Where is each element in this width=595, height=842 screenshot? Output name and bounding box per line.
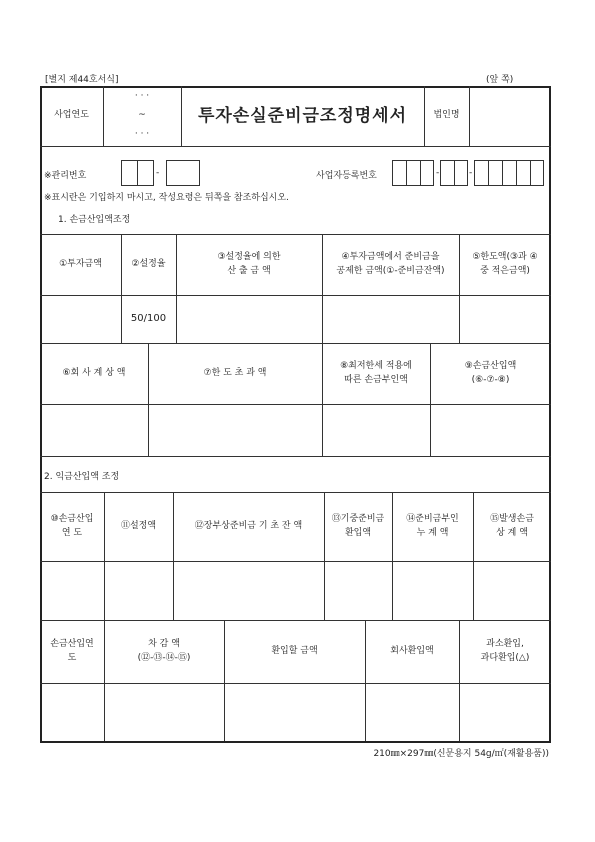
business-year-start[interactable]: · · · <box>134 91 150 102</box>
company-booked-header: ⑥회 사 계 상 액 <box>62 367 126 378</box>
divider <box>454 160 455 186</box>
difference-amount-field[interactable] <box>104 683 224 741</box>
divider <box>530 160 531 186</box>
set-amount-header: ⑪설정액 <box>120 520 157 531</box>
corp-name-field[interactable] <box>470 87 549 145</box>
corp-name-label: 법인명 <box>433 110 460 121</box>
company-reversal-field[interactable] <box>365 683 459 741</box>
loss-offset-field[interactable] <box>473 561 551 620</box>
min-tax-disallowed-header: ⑧최저한세 적용에 따른 손금부인액 <box>340 360 412 385</box>
page-title: 투자손실준비금조정명세서 <box>197 105 408 126</box>
divider <box>40 456 551 457</box>
divider <box>488 160 489 186</box>
setting-rate-value: 50/100 <box>130 313 167 325</box>
under-over-reversal-field[interactable] <box>459 683 551 741</box>
reserve-reversal-header: ⑬기중준비금 환입액 <box>331 513 385 538</box>
loss-offset-header: ⑮발생손금 상 계 액 <box>490 513 534 538</box>
reserve-reversal-field[interactable] <box>324 561 392 620</box>
form-number: [별지 제44호서식] <box>45 75 119 85</box>
amount-to-reverse-header: 환입할 금액 <box>271 645 318 656</box>
company-booked-field[interactable] <box>40 404 148 456</box>
divider <box>40 146 551 147</box>
section1-heading: 1. 손금산입액조정 <box>58 215 131 225</box>
setting-rate-header: ②설정율 <box>131 258 166 269</box>
calculated-amount-field[interactable] <box>176 295 322 343</box>
business-reg-dash: - <box>436 168 440 178</box>
book-reserve-opening-field[interactable] <box>173 561 324 620</box>
business-reg-field-1[interactable] <box>392 160 434 186</box>
business-reg-field-3[interactable] <box>474 160 544 186</box>
limit-amount-header: ⑤한도액(③과 ④ 중 적은금액) <box>472 251 538 276</box>
mgmt-number-field-2[interactable] <box>166 160 200 186</box>
excess-limit-field[interactable] <box>148 404 322 456</box>
book-reserve-opening-header: ⑫장부상준비금 기 초 잔 액 <box>194 520 303 531</box>
under-over-reversal-header: 과소환입, 과다환입(△) <box>480 638 530 663</box>
company-reversal-header: 회사환입액 <box>390 645 434 656</box>
section2-heading: 2. 익금산입액 조정 <box>44 472 120 482</box>
deductible-amount-field[interactable] <box>430 404 551 456</box>
mgmt-number-label: ※관리번호 <box>44 171 87 181</box>
business-year-label: 사업연도 <box>54 110 89 121</box>
divider <box>406 160 407 186</box>
net-investment-field[interactable] <box>322 295 459 343</box>
set-amount-field[interactable] <box>104 561 173 620</box>
reserve-disallowed-cum-header: ⑭준비금부인 누 계 액 <box>406 513 459 538</box>
investment-amount-header: ①투자금액 <box>59 258 102 269</box>
divider <box>420 160 421 186</box>
notice-text: ※표시란은 기입하지 마시고, 작성요령은 뒤쪽을 참조하십시오. <box>44 193 289 203</box>
limit-amount-field[interactable] <box>459 295 551 343</box>
excess-limit-header: ⑦한 도 초 과 액 <box>203 367 267 378</box>
deduction-year-header: ⑩손금산입 연 도 <box>50 513 94 538</box>
page-side-label: (앞 쪽) <box>486 75 514 85</box>
deductible-amount-header: ⑨손금산입액 (⑥-⑦-⑧) <box>464 360 517 385</box>
net-investment-header: ④투자금액에서 준비금을 공제한 금액(①-준비금잔액) <box>336 251 445 276</box>
amount-to-reverse-field[interactable] <box>224 683 365 741</box>
deduction-year-header-2: 손금산입연 도 <box>50 638 94 663</box>
business-reg-dash: - <box>469 168 473 178</box>
deduction-year-field[interactable] <box>40 561 104 620</box>
reserve-disallowed-cum-field[interactable] <box>392 561 473 620</box>
difference-amount-header: 차 감 액 (⑫-⑬-⑭-⑮) <box>137 638 191 663</box>
business-year-tilde: ~ <box>138 110 146 121</box>
divider <box>502 160 503 186</box>
min-tax-disallowed-field[interactable] <box>322 404 430 456</box>
mgmt-number-dash: - <box>156 168 160 178</box>
deduction-year-field-2[interactable] <box>40 683 104 741</box>
paper-spec-footer: 210㎜×297㎜(신문용지 54g/㎡(재활용품)) <box>373 749 549 759</box>
divider <box>516 160 517 186</box>
business-year-end[interactable]: · · · <box>134 129 150 140</box>
investment-amount-field[interactable] <box>40 295 121 343</box>
business-reg-label: 사업자등록번호 <box>316 171 377 181</box>
calculated-amount-header: ③설정율에 의한 산 출 금 액 <box>217 251 281 276</box>
divider <box>137 160 138 186</box>
